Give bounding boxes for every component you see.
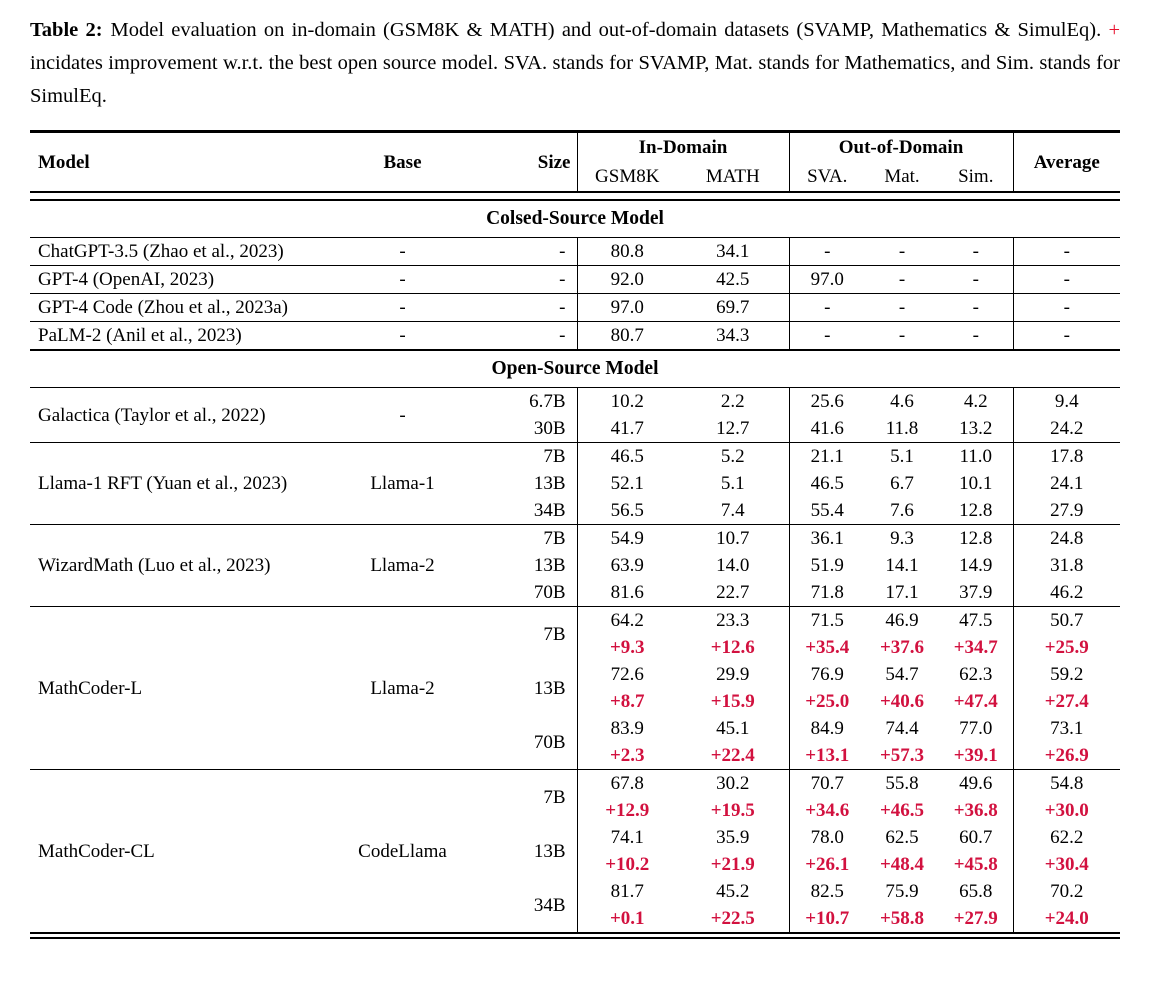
score-cell: 24.2 (1013, 415, 1120, 443)
delta-cell: +10.7 (789, 905, 865, 933)
table-bottom-rule (30, 933, 1120, 938)
header-gsm8k: GSM8K (577, 162, 677, 192)
score-cell: 78.0 (789, 824, 865, 851)
table-row (30, 607, 1120, 635)
delta-cell: +45.8 (953, 854, 998, 875)
score-cell: 5.1 (720, 473, 745, 494)
score-cell: - (865, 322, 939, 351)
header-model: Model (38, 151, 90, 173)
score-cell: 9.4 (1013, 388, 1120, 416)
score-cell: 35.9 (716, 827, 750, 848)
score-cell: 5.1 (865, 443, 939, 471)
base-model: Llama-1 (350, 443, 455, 525)
table-caption (30, 14, 1120, 113)
model-size: 70B (533, 582, 566, 603)
table-row (30, 525, 1120, 553)
caption-label: Table 2: (30, 19, 103, 41)
score-cell: 34.1 (716, 241, 750, 262)
table-row (30, 266, 1120, 294)
score-cell: 41.6 (789, 415, 865, 443)
score-cell: 47.5 (939, 607, 1013, 635)
score-cell: 36.1 (789, 525, 865, 553)
score-cell: 81.6 (577, 579, 677, 607)
score-cell: 63.9 (577, 552, 677, 579)
delta-cell: +27.9 (953, 908, 998, 929)
score-cell: 59.2 (1013, 661, 1120, 688)
caption-plus-sign: + (1108, 19, 1120, 41)
score-cell: 55.8 (865, 770, 939, 798)
score-cell: 30.2 (677, 770, 789, 798)
delta-cell: +13.1 (789, 742, 865, 770)
score-cell: - (865, 294, 939, 322)
score-cell: 10.7 (677, 525, 789, 553)
header-mat: Mat. (884, 166, 920, 187)
score-cell: 4.6 (890, 391, 914, 412)
score-cell: 72.6 (577, 661, 677, 688)
delta-cell: +40.6 (879, 691, 925, 712)
table-row (30, 294, 1120, 322)
model-size: 7B (455, 525, 577, 553)
delta-cell: +10.2 (577, 851, 677, 878)
score-cell: 92.0 (577, 266, 677, 294)
score-cell: 69.7 (677, 294, 789, 322)
score-cell: 50.7 (1013, 607, 1120, 635)
section-row (30, 350, 1120, 388)
score-cell: 11.0 (939, 443, 1013, 471)
delta-cell: +15.9 (710, 691, 755, 712)
delta-cell: +30.0 (1013, 797, 1120, 824)
delta-cell: +35.4 (789, 634, 865, 661)
score-cell: 52.1 (577, 470, 677, 497)
model-name: MathCoder-L (30, 607, 350, 770)
score-cell: - (1013, 238, 1120, 266)
section-title: Colsed-Source Model (30, 200, 1120, 238)
score-cell: 46.5 (577, 443, 677, 471)
table-header (30, 132, 1120, 201)
delta-cell: +26.1 (789, 851, 865, 878)
score-cell: - (898, 241, 906, 262)
score-cell: 54.8 (1013, 770, 1120, 798)
delta-cell: +19.5 (710, 800, 755, 821)
score-cell: 83.9 (577, 715, 677, 742)
model-size: - (455, 266, 577, 294)
score-cell: 34.3 (677, 322, 789, 351)
score-cell: 11.8 (885, 418, 919, 439)
delta-cell: +21.9 (710, 854, 755, 875)
delta-cell: +12.9 (577, 797, 677, 824)
score-cell: 80.8 (577, 238, 677, 266)
score-cell: 73.1 (1013, 715, 1120, 742)
score-cell: 71.5 (789, 607, 865, 635)
score-cell: 60.7 (959, 827, 993, 848)
score-cell: - (939, 266, 1013, 294)
score-cell: 45.2 (716, 881, 750, 902)
score-cell: 41.7 (577, 415, 677, 443)
score-cell: - (1013, 322, 1120, 351)
score-cell: 24.8 (1013, 525, 1120, 553)
header-in-domain: In-Domain (577, 132, 789, 163)
score-cell: 64.2 (577, 607, 677, 635)
delta-cell: +46.5 (879, 800, 925, 821)
delta-cell: +0.1 (577, 905, 677, 933)
model-name: Galactica (Taylor et al., 2022) (38, 404, 266, 426)
delta-cell: +22.4 (710, 745, 755, 766)
score-cell: 9.3 (865, 525, 939, 553)
caption-text-before-plus: Model evaluation on in-domain (GSM8K & MATH) and out-of-domain datasets (SVAMP, Mathematics & SimulEq). (110, 19, 1102, 41)
score-cell: 75.9 (885, 881, 919, 902)
score-cell: - (789, 294, 865, 322)
score-cell: 2.2 (720, 391, 745, 412)
score-cell: 12.8 (959, 500, 993, 521)
score-cell: 54.9 (577, 525, 677, 553)
header-average: Average (1013, 132, 1120, 193)
delta-cell: +22.5 (710, 908, 755, 929)
delta-cell: +8.7 (577, 688, 677, 715)
score-cell: 49.6 (939, 770, 1013, 798)
table-row (30, 770, 1120, 798)
header-sim: Sim. (958, 166, 994, 187)
model-name: ChatGPT-3.5 (Zhao et al., 2023) (38, 241, 284, 262)
score-cell: 62.2 (1013, 824, 1120, 851)
score-cell: 56.5 (577, 497, 677, 525)
delta-cell: +47.4 (953, 691, 998, 712)
score-cell: 12.7 (716, 418, 750, 439)
model-name: PaLM-2 (Anil et al., 2023) (30, 322, 350, 351)
table-row (30, 238, 1120, 266)
score-cell: - (789, 322, 865, 351)
delta-cell: +30.4 (1013, 851, 1120, 878)
score-cell: 5.2 (677, 443, 789, 471)
delta-cell: +2.3 (577, 742, 677, 770)
delta-cell: +34.6 (789, 797, 865, 824)
model-size: 6.7B (529, 391, 566, 412)
score-cell: - (1013, 294, 1120, 322)
score-cell: - (939, 322, 1013, 351)
score-cell: - (789, 238, 865, 266)
base-model: Llama-2 (350, 607, 455, 770)
table-bottom-rule-cell (30, 933, 1120, 938)
model-size: 7B (455, 607, 577, 662)
score-cell: 97.0 (789, 266, 865, 294)
score-cell: 10.2 (577, 388, 677, 416)
delta-cell: +58.8 (879, 908, 925, 929)
score-cell: 31.8 (1013, 552, 1120, 579)
section-title: Open-Source Model (30, 350, 1120, 388)
delta-cell: +12.6 (710, 637, 755, 658)
score-cell: 46.2 (1013, 579, 1120, 607)
score-cell: 84.9 (789, 715, 865, 742)
model-size: 7B (455, 443, 577, 471)
delta-cell: +27.4 (1013, 688, 1120, 715)
delta-cell: +26.9 (1013, 742, 1120, 770)
score-cell: 77.0 (959, 718, 993, 739)
score-cell: 14.1 (885, 555, 919, 576)
score-cell: 54.7 (885, 664, 919, 685)
delta-cell: +37.6 (879, 637, 925, 658)
score-cell: 10.1 (959, 473, 993, 494)
base-model: Llama-2 (350, 525, 455, 607)
header-sva: SVA. (789, 162, 865, 192)
score-cell: 14.9 (959, 555, 993, 576)
header-math: MATH (705, 166, 760, 187)
model-size: 13B (533, 840, 566, 862)
score-cell: 17.8 (1013, 443, 1120, 471)
score-cell: 55.4 (789, 497, 865, 525)
score-cell: 70.7 (789, 770, 865, 798)
model-size: - (455, 294, 577, 322)
section-row (30, 200, 1120, 238)
delta-cell: +9.3 (577, 634, 677, 661)
model-size: 34B (533, 894, 566, 916)
score-cell: 97.0 (577, 294, 677, 322)
header-double-rule (30, 192, 1120, 200)
header-base: Base (383, 151, 422, 173)
delta-cell: +36.8 (953, 800, 998, 821)
table-body (30, 200, 1120, 938)
score-cell: 76.9 (789, 661, 865, 688)
score-cell: 7.4 (720, 500, 745, 521)
model-size: - (559, 241, 566, 262)
score-cell: 65.8 (959, 881, 993, 902)
score-cell: 81.7 (577, 878, 677, 905)
score-cell: 80.7 (577, 322, 677, 351)
delta-cell: +39.1 (953, 745, 998, 766)
results-table (30, 130, 1120, 939)
model-name: GPT-4 Code (Zhou et al., 2023a) (30, 294, 350, 322)
model-size: 30B (533, 418, 566, 439)
score-cell: 7.6 (890, 500, 914, 521)
model-name: MathCoder-CL (30, 770, 350, 934)
model-size: 7B (455, 770, 577, 825)
score-cell: - (1013, 266, 1120, 294)
delta-cell: +25.0 (789, 688, 865, 715)
score-cell: 13.2 (959, 418, 993, 439)
delta-cell: +34.7 (953, 637, 998, 658)
base-model: CodeLlama (350, 770, 455, 934)
score-cell: 71.8 (789, 579, 865, 607)
score-cell: 46.5 (789, 470, 865, 497)
model-size: 13B (533, 555, 566, 576)
score-cell: 22.7 (716, 582, 750, 603)
score-cell: 42.5 (677, 266, 789, 294)
model-name: Llama-1 RFT (Yuan et al., 2023) (30, 443, 350, 525)
score-cell: 6.7 (890, 473, 914, 494)
header-group-row (30, 132, 1120, 163)
table-row (30, 388, 1120, 416)
score-cell: 62.5 (885, 827, 919, 848)
score-cell: 62.3 (959, 664, 993, 685)
base-model: - (399, 404, 406, 426)
score-cell: 17.1 (885, 582, 919, 603)
score-cell: 46.9 (865, 607, 939, 635)
model-name: GPT-4 (OpenAI, 2023) (30, 266, 350, 294)
base-model: - (350, 322, 455, 351)
score-cell: 24.1 (1013, 470, 1120, 497)
model-size: 70B (533, 731, 566, 753)
score-cell: - (865, 266, 939, 294)
score-cell: 51.9 (789, 552, 865, 579)
score-cell: 82.5 (789, 878, 865, 905)
score-cell: 74.1 (577, 824, 677, 851)
score-cell: 14.0 (716, 555, 750, 576)
delta-cell: +24.0 (1013, 905, 1120, 933)
header-out-of-domain: Out-of-Domain (789, 132, 1013, 163)
model-size: 13B (533, 473, 566, 494)
score-cell: 12.8 (939, 525, 1013, 553)
base-model: - (350, 266, 455, 294)
score-cell: 27.9 (1013, 497, 1120, 525)
score-cell: 29.9 (716, 664, 750, 685)
delta-cell: +48.4 (879, 854, 925, 875)
score-cell: 21.1 (789, 443, 865, 471)
table-row (30, 443, 1120, 471)
score-cell: 25.6 (789, 388, 865, 416)
score-cell: - (972, 241, 979, 262)
delta-cell: +25.9 (1013, 634, 1120, 661)
model-size: - (455, 322, 577, 351)
score-cell: 4.2 (963, 391, 988, 412)
score-cell: - (939, 294, 1013, 322)
base-model: - (350, 294, 455, 322)
score-cell: 23.3 (677, 607, 789, 635)
model-size: 13B (533, 677, 566, 699)
score-cell: 37.9 (959, 582, 993, 603)
delta-cell: +57.3 (879, 745, 925, 766)
score-cell: 45.1 (716, 718, 750, 739)
caption-text-after-plus: incidates improvement w.r.t. the best open source model. SVA. stands for SVAMP, Mat. stands for Mathematics, and Sim. stands for SimulEq. (30, 52, 1120, 107)
model-name: WizardMath (Luo et al., 2023) (30, 525, 350, 607)
score-cell: 70.2 (1013, 878, 1120, 905)
score-cell: 67.8 (577, 770, 677, 798)
model-size: 34B (533, 500, 566, 521)
base-model: - (399, 241, 406, 262)
header-size: Size (537, 151, 571, 173)
score-cell: 74.4 (885, 718, 919, 739)
table-row (30, 322, 1120, 351)
